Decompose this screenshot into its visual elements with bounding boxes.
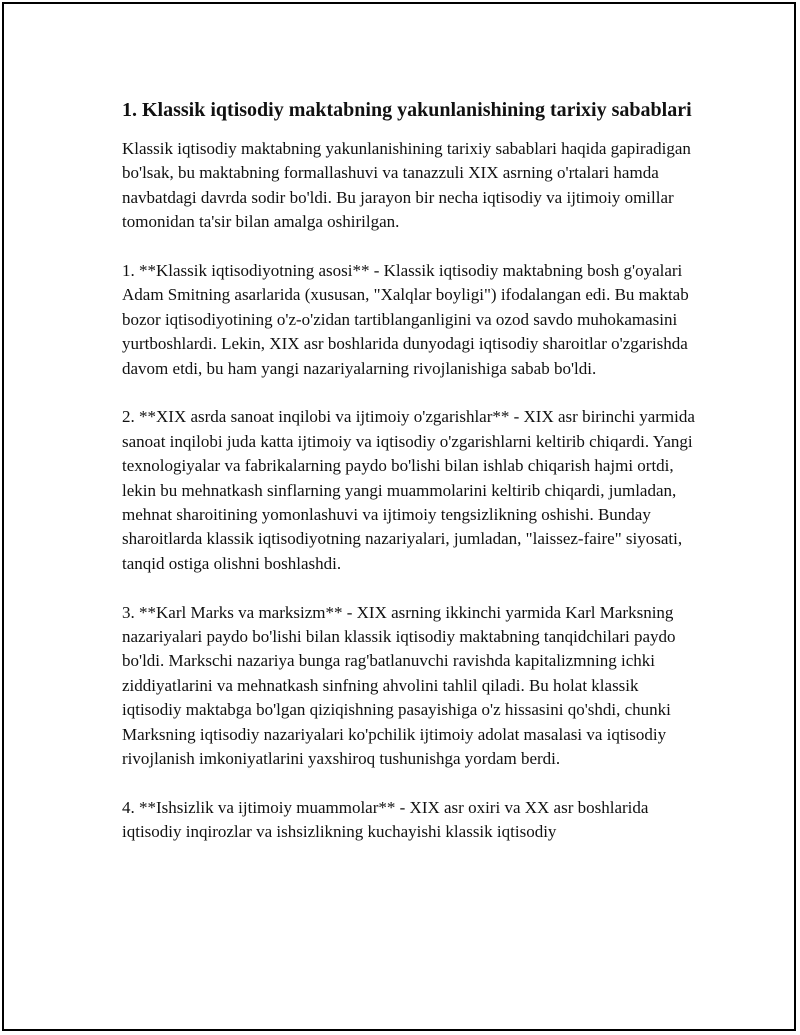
paragraph-intro: Klassik iqtisodiy maktabning yakunlanishining tarixiy sabablari haqida gapiradigan bo'lsak, bu maktabning formallashuvi va tanazzuli XIX asrning o'rtalari hamda navbatdagi davrda sodir bo'ldi. Bu jarayon bir necha iqtisodiy va ijtimoiy omillar tomonidan ta'sir bilan amalga oshirilgan. xyxy=(122,139,691,232)
paragraph-3: 3. **Karl Marks va marksizm** - XIX asrning ikkinchi yarmida Karl Marksning nazariyalari paydo bo'lishi bilan klassik iqtisodiy maktabning tanqidchilari paydo bo'ldi. Markschi nazariya bunga rag'batlanuvchi ravishda kapitalizmning ichki ziddiyatlarini va mehnatkash sinfning ahvolini tahlil qiladi. Bu holat klassik iqtisodiy maktabga bo'lgan qiziqishning pasayishiga o'z hissasini qo'shdi, chunki Marksning iqtisodiy nazariyalari ko'pchilik ijtimoiy adolat masalasi va iqtisodiy rivojlanish imkoniyatlarini yaxshiroq tushunishga yordam berdi. xyxy=(122,602,676,769)
document-title: 1. Klassik iqtisodiy maktabning yakunlanishining tarixiy sabablari xyxy=(122,99,692,121)
page-frame xyxy=(2,2,796,1031)
paragraph-1: 1. **Klassik iqtisodiyotning asosi** - Klassik iqtisodiy maktabning bosh g'oyalari Adam Smitning asarlarida (xususan, "Xalqlar boyligi") ifodalangan edi. Bu maktab bozor iqtisodiyotining o'z-o'zidan tartiblanganligini va ozod savdo muhokamasini yurtboshlardi. Lekin, XIX asr boshlarida dunyodagi iqtisodiy sharoitlar o'zgarishda davom etdi, bu ham yangi nazariyalarning rivojlanishiga sabab bo'ldi. xyxy=(122,261,689,378)
paragraph-4: 4. **Ishsizlik va ijtimoiy muammolar** - XIX asr oxiri va XX asr boshlarida iqtisodiy inqirozlar va ishsizlikning kuchayishi klassik iqtisodiy xyxy=(122,797,649,842)
paragraph-2: 2. **XIX asrda sanoat inqilobi va ijtimoiy o'zgarishlar** - XIX asr birinchi yarmida sanoat inqilobi juda katta ijtimoiy va iqtisodiy o'zgarishlarni keltirib chiqardi. Yangi texnologiyalar va fabrikalarning paydo bo'lishi bilan ishlab chiqarish hajmi ortdi, lekin bu mehnatkash sinflarning yangi muammolarini keltirib chiqardi, jumladan, mehnat sharoitining yomonlashuvi va ijtimoiy tengsizlikning oshishi. Bunday sharoitlarda klassik iqtisodiyotning nazariyalari, jumladan, "laissez-faire" siyosati, tanqid ostiga olishni boshlashdi. xyxy=(122,407,695,573)
document-body xyxy=(122,96,702,869)
